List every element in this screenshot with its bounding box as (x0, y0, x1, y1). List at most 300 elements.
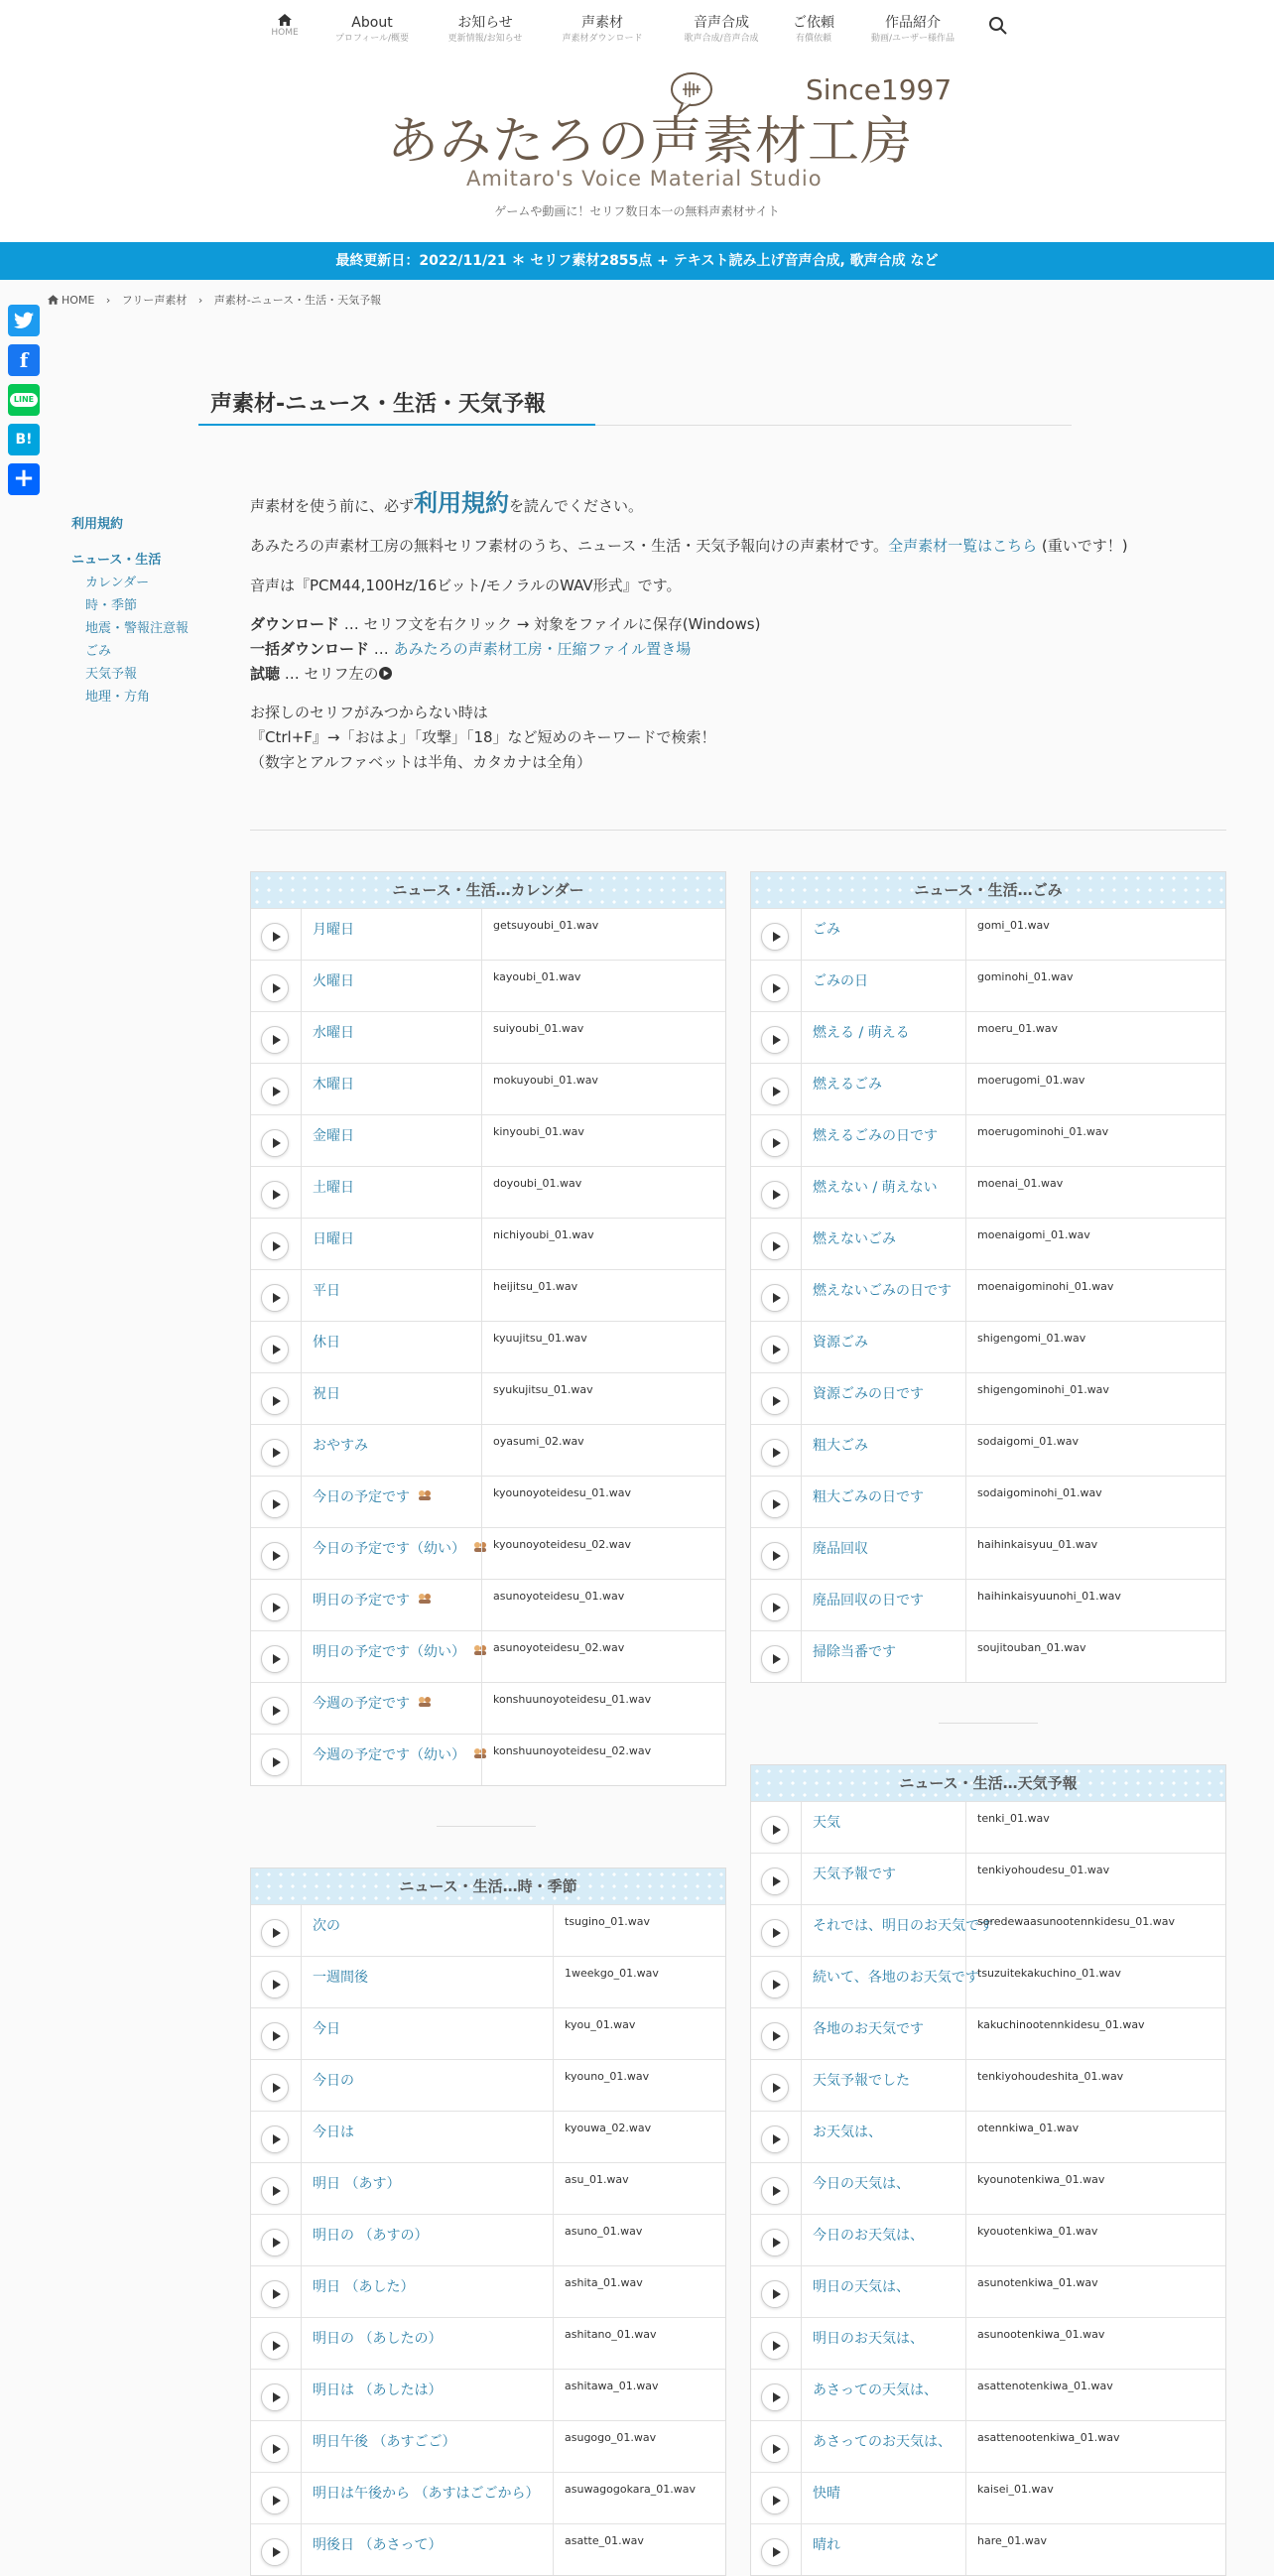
nav-synthesis[interactable] (677, 14, 766, 46)
intro-format: 音声は『PCM44,100Hz/16ビット/モノラルのWAV形式』です。 (250, 577, 682, 594)
play-button[interactable] (261, 1181, 289, 1209)
column-divider (553, 2112, 554, 2162)
play-button[interactable] (261, 974, 289, 1002)
column-divider (301, 1322, 302, 1372)
column-divider (965, 1631, 966, 1682)
line-text-link[interactable]: 明日午後 （あすごご） (313, 2434, 456, 2450)
calendar-table (250, 871, 726, 1786)
table-row (751, 1218, 1225, 1269)
line-text-link[interactable]: 今週の予定です（幼い） (313, 1747, 465, 1763)
breadcrumb (48, 292, 389, 308)
play-button[interactable] (761, 1387, 789, 1415)
file-name: heijitsu_01.wav (493, 1280, 578, 1293)
column-divider (301, 1631, 302, 1682)
table-row (751, 1372, 1225, 1424)
line-text-link[interactable]: 火曜日 (313, 973, 354, 989)
line-text-link[interactable]: 明日のお天気は、 (813, 2331, 924, 2347)
site-tagline: ゲームや動画に！セリフ数日本一の無料声素材サイト (494, 204, 780, 218)
play-button[interactable] (261, 2177, 289, 2205)
column-divider (301, 2215, 302, 2265)
nav-voice[interactable] (558, 14, 647, 46)
file-name: kakuchinootennkidesu_01.wav (977, 2018, 1145, 2031)
play-button[interactable] (761, 2435, 789, 2463)
intro-desc-note: (重いです！) (1037, 537, 1128, 555)
column-divider (301, 2318, 302, 2369)
chevron-right-icon: › (105, 294, 111, 307)
column-divider (301, 1425, 302, 1476)
character-icon (473, 1644, 487, 1656)
file-name: haihinkaisyuunohi_01.wav (977, 1590, 1121, 1603)
sidebar-item-terms[interactable]: 利用規約 (71, 517, 124, 532)
line-text-link[interactable]: 今日の予定です（幼い） (313, 1541, 465, 1557)
facebook-share-button[interactable] (8, 344, 40, 376)
line-text-link[interactable]: 明日の （あすの） (313, 2228, 429, 2244)
column-divider (965, 1012, 966, 1063)
social-share-bar (8, 305, 40, 503)
file-name: sodaigomi_01.wav (977, 1435, 1079, 1448)
logo-title: あみたろの声素材工房 (387, 112, 914, 172)
play-button[interactable] (761, 1129, 789, 1157)
gomi-table (750, 871, 1226, 1683)
play-button[interactable] (261, 1919, 289, 1947)
file-name: sodaigominohi_01.wav (977, 1486, 1102, 1499)
file-name: tenkiyohoudeshita_01.wav (977, 2070, 1124, 2083)
table-row (751, 1956, 1225, 2007)
twitter-icon (14, 312, 34, 329)
file-name: getsuyoubi_01.wav (493, 919, 599, 932)
file-name: kyouno_01.wav (565, 2070, 650, 2083)
addtoany-share-button[interactable] (8, 463, 40, 495)
column-divider (801, 1425, 802, 1476)
line-text-link[interactable]: ごみ (813, 922, 840, 938)
line-text-link[interactable]: 金曜日 (313, 1128, 354, 1144)
line-text-link[interactable]: 資源ごみの日です (813, 1386, 924, 1402)
line-text-link[interactable]: 粗大ごみの日です (813, 1489, 924, 1505)
file-name: asugogo_01.wav (565, 2431, 657, 2444)
column-divider (301, 961, 302, 1011)
line-text-link[interactable]: 平日 (313, 1283, 340, 1299)
column-divider (553, 2421, 554, 2472)
play-button[interactable] (261, 2022, 289, 2050)
terms-link[interactable]: 利用規約 (414, 489, 510, 517)
column-divider (801, 1854, 802, 1904)
table-row (251, 1734, 725, 1785)
line-text-link[interactable]: 木曜日 (313, 1077, 354, 1093)
column-divider (965, 1854, 966, 1904)
nav-news[interactable] (441, 14, 530, 46)
table-row (251, 2369, 725, 2420)
play-button[interactable] (761, 1078, 789, 1105)
line-text-link[interactable]: 明日の予定です (313, 1593, 410, 1609)
play-button[interactable] (761, 1971, 789, 1998)
table-row (751, 1904, 1225, 1956)
nav-synthesis-label: 音声合成 (694, 15, 749, 31)
play-button[interactable] (261, 1284, 289, 1312)
line-text-link[interactable]: 明日は午後から （あすはごごから） (313, 2486, 540, 2502)
line-text-link[interactable]: 明後日 （あさって） (313, 2537, 443, 2553)
line-text-link[interactable]: 今日の予定です (313, 1489, 410, 1505)
table-row (251, 2420, 725, 2472)
line-text-link[interactable]: 燃えない / 萌えない (813, 1180, 938, 1196)
table-row (251, 908, 725, 960)
table-row (251, 2214, 725, 2265)
play-button[interactable] (761, 2280, 789, 2308)
line-text-link[interactable]: 掃除当番です (813, 1644, 896, 1660)
hatena-icon: B! (15, 432, 33, 448)
line-text-link[interactable]: 晴れ (813, 2537, 840, 2553)
file-name: soujitouban_01.wav (977, 1641, 1086, 1654)
play-button[interactable] (261, 923, 289, 951)
column-divider (801, 2163, 802, 2214)
weather-table (750, 1764, 1226, 2576)
file-name: asuwagogokara_01.wav (565, 2483, 697, 2496)
line-text-link[interactable]: 天気予報です (813, 1867, 896, 1882)
line-text-link[interactable]: 明日 （あした） (313, 2279, 415, 2295)
character-icon (473, 1747, 487, 1759)
intro-text-b: を読んでください。 (509, 497, 644, 515)
hatena-share-button[interactable] (8, 424, 40, 455)
column-divider (965, 1477, 966, 1527)
line-text-link[interactable]: 資源ごみ (813, 1335, 868, 1351)
line-text-link[interactable]: 粗大ごみ (813, 1438, 868, 1454)
play-button[interactable] (261, 2487, 289, 2514)
play-button[interactable] (261, 1078, 289, 1105)
play-button[interactable] (261, 2332, 289, 2360)
table-row (751, 1114, 1225, 1166)
column-divider (965, 1580, 966, 1630)
table-row (251, 1476, 725, 1527)
line-text-link[interactable]: 明日の天気は、 (813, 2279, 910, 2295)
intro-text-a: 声素材を使う前に、必ず (250, 497, 415, 515)
table-row (751, 2059, 1225, 2111)
update-banner: 最終更新日：2022/11/21 ＊ セリフ素材2855点 + テキスト読み上げ音声合成, 歌声合成 など (0, 242, 1274, 280)
nav-works[interactable] (863, 14, 962, 46)
table-row (251, 1904, 725, 1956)
table-row (751, 2265, 1225, 2317)
file-name: kyounoyoteidesu_01.wav (493, 1486, 631, 1499)
table-row (251, 1424, 725, 1476)
table-row (251, 1682, 725, 1734)
line-text-link[interactable]: あさってのお天気は、 (813, 2434, 952, 2450)
line-text-link[interactable]: 天気 (813, 1815, 840, 1831)
table-row (751, 2317, 1225, 2369)
play-button[interactable] (761, 2332, 789, 2360)
line-text-link[interactable]: 一週間後 (313, 1970, 368, 1986)
column-divider (553, 2060, 554, 2111)
play-button[interactable] (761, 1645, 789, 1673)
line-text-link[interactable]: 廃品回収 (813, 1541, 868, 1557)
line-text-link[interactable]: 明日は （あしたは） (313, 2383, 443, 2398)
line-text-link[interactable]: あさっての天気は、 (813, 2383, 938, 2398)
line-text-link[interactable]: 燃えないごみの日です (813, 1283, 952, 1299)
table-row (751, 2007, 1225, 2059)
table-row (751, 1579, 1225, 1630)
play-button[interactable] (761, 1594, 789, 1621)
play-button[interactable] (761, 1181, 789, 1209)
file-name: ashitawa_01.wav (565, 2380, 659, 2392)
line-text-link[interactable]: 各地のお天気です (813, 2021, 924, 2037)
column-divider (965, 2473, 966, 2523)
sidebar-item-geography[interactable]: 地理・方角 (85, 690, 151, 705)
play-button[interactable] (261, 2280, 289, 2308)
sidebar-item-season[interactable]: 時・季節 (85, 598, 138, 613)
line-text-link[interactable]: 祝日 (313, 1386, 340, 1402)
column-divider (553, 2163, 554, 2214)
nav-news-label: お知らせ (457, 15, 513, 31)
table-row (751, 1801, 1225, 1853)
play-button[interactable] (761, 2229, 789, 2256)
line-text-link[interactable]: 今日の (313, 2073, 354, 2089)
line-text-link[interactable]: おやすみ (313, 1438, 368, 1454)
play-button[interactable] (261, 1439, 289, 1467)
play-button[interactable] (261, 2383, 289, 2411)
table-row (251, 1321, 725, 1372)
play-button[interactable] (761, 1026, 789, 1054)
table-row (751, 1011, 1225, 1063)
play-button[interactable] (761, 2177, 789, 2205)
play-button[interactable] (761, 2074, 789, 2102)
column-divider (801, 1802, 802, 1853)
column-divider (481, 1064, 482, 1114)
title-underline-accent (198, 424, 595, 426)
column-divider (553, 2215, 554, 2265)
table-row (251, 2059, 725, 2111)
home-icon (278, 14, 292, 26)
site-logo[interactable] (387, 69, 953, 208)
play-button[interactable] (261, 2538, 289, 2566)
line-text-link[interactable]: 今日の天気は、 (813, 2176, 910, 2192)
table-header: ニュース・生活…ごみ (751, 872, 1225, 908)
nav-request[interactable] (784, 14, 843, 46)
play-button[interactable] (261, 1026, 289, 1054)
intro-description (250, 533, 1222, 559)
column-divider (965, 1373, 966, 1424)
table-row (251, 1218, 725, 1269)
column-divider (481, 961, 482, 1011)
nav-request-sub: 有償依頼 (795, 34, 831, 44)
table-row (751, 1166, 1225, 1218)
line-text-link[interactable]: お天気は、 (813, 2125, 882, 2140)
column-divider (301, 2112, 302, 2162)
column-divider (301, 2008, 302, 2059)
play-button[interactable] (761, 2125, 789, 2153)
column-divider (553, 2008, 554, 2059)
line-text-link[interactable]: 燃えないごみ (813, 1231, 896, 1247)
line-text-link[interactable]: 燃えるごみの日です (813, 1128, 938, 1144)
line-text-link[interactable]: 今日は (313, 2125, 354, 2140)
file-name: tsuzuitekakuchino_01.wav (977, 1967, 1121, 1980)
bulk-download-label: 一括ダウンロード (250, 640, 370, 658)
play-button[interactable] (261, 2125, 289, 2153)
play-button[interactable] (261, 1129, 289, 1157)
play-button[interactable] (761, 1232, 789, 1260)
column-divider (481, 1580, 482, 1630)
file-name: gomi_01.wav (977, 919, 1050, 932)
line-text-link[interactable]: 月曜日 (313, 922, 354, 938)
line-text-link[interactable]: 燃えるごみ (813, 1077, 882, 1093)
file-name: kaisei_01.wav (977, 2483, 1054, 2496)
column-divider (301, 1012, 302, 1063)
line-text-link[interactable]: それでは、明日のお天気です (813, 1918, 993, 1934)
table-row (751, 1424, 1225, 1476)
play-button[interactable] (261, 2074, 289, 2102)
play-button[interactable] (261, 1387, 289, 1415)
play-button[interactable] (761, 974, 789, 1002)
file-name: doyoubi_01.wav (493, 1177, 582, 1190)
play-button[interactable] (761, 2022, 789, 2050)
play-button[interactable] (761, 2538, 789, 2566)
file-name: moenaigomi_01.wav (977, 1228, 1090, 1241)
twitter-share-button[interactable] (8, 305, 40, 336)
play-button[interactable] (261, 1490, 289, 1518)
file-name: soredewaasunootennkidesu_01.wav (977, 1915, 1176, 1928)
line-text-link[interactable]: 明日の予定です（幼い） (313, 1644, 465, 1660)
sidebar-item-weather[interactable]: 天気予報 (85, 667, 138, 682)
line-text-link[interactable]: 休日 (313, 1335, 340, 1351)
play-button[interactable] (261, 1748, 289, 1776)
table-row (751, 1630, 1225, 1682)
column-divider (965, 2266, 966, 2317)
column-divider (801, 2524, 802, 2575)
play-button[interactable] (261, 1542, 289, 1570)
table-row (751, 908, 1225, 960)
nav-about[interactable] (327, 14, 417, 46)
line-share-button[interactable] (8, 384, 40, 416)
global-nav (0, 14, 1274, 50)
breadcrumb-home[interactable]: HOME (62, 294, 95, 307)
line-text-link[interactable]: 明日 （あす） (313, 2176, 401, 2192)
breadcrumb-current: 声素材-ニュース・生活・天気予報 (213, 294, 382, 307)
play-circle-icon (379, 667, 392, 680)
all-materials-link[interactable]: 全声素材一覧はこちら (888, 537, 1038, 555)
column-divider (481, 1373, 482, 1424)
sidebar-item-gomi[interactable]: ごみ (85, 644, 112, 659)
table-row (251, 1269, 725, 1321)
file-name: kyuujitsu_01.wav (493, 1332, 587, 1345)
file-name: asunotenkiwa_01.wav (977, 2276, 1098, 2289)
column-divider (801, 909, 802, 960)
character-icon (418, 1489, 432, 1501)
line-text-link[interactable]: 廃品回収の日です (813, 1593, 924, 1609)
table-row (251, 1011, 725, 1063)
line-text-link[interactable]: 水曜日 (313, 1025, 354, 1041)
play-button[interactable] (761, 1336, 789, 1363)
play-button[interactable] (261, 2229, 289, 2256)
file-name: asatte_01.wav (565, 2534, 644, 2547)
plus-icon: + (13, 463, 35, 493)
play-button[interactable] (761, 1919, 789, 1947)
nav-about-label: About (351, 15, 393, 31)
column-divider (301, 1580, 302, 1630)
column-divider (481, 1477, 482, 1527)
table-row (251, 1372, 725, 1424)
intro-desc-text: あみたろの声素材工房の無料セリフ素材のうち、ニュース・生活・天気予報向けの声素材です。 (250, 537, 889, 555)
search-tip-1: お探しのセリフがみつからない時は (250, 704, 488, 721)
table-row (251, 960, 725, 1011)
play-button[interactable] (761, 1439, 789, 1467)
column-divider (481, 1631, 482, 1682)
file-name: tsugino_01.wav (565, 1915, 650, 1928)
line-text-link[interactable]: 土曜日 (313, 1180, 354, 1196)
play-button[interactable] (261, 1971, 289, 1998)
line-text-link[interactable]: 続いて、各地のお天気です (813, 1970, 979, 1986)
table-row (751, 2420, 1225, 2472)
file-name: kyouotenkiwa_01.wav (977, 2225, 1098, 2238)
play-button[interactable] (761, 2383, 789, 2411)
column-divider (965, 2421, 966, 2472)
line-text-link[interactable]: ごみの日 (813, 973, 868, 989)
play-button[interactable] (761, 1284, 789, 1312)
table-row (751, 1321, 1225, 1372)
bulk-download-link[interactable]: あみたろの声素材工房・圧縮ファイル置き場 (393, 640, 692, 658)
line-text-link[interactable]: 燃える / 萌える (813, 1025, 910, 1041)
chevron-right-icon: › (197, 294, 203, 307)
sidebar-item-calendar[interactable]: カレンダー (85, 576, 150, 590)
line-text-link[interactable]: 今日 (313, 2021, 340, 2037)
play-button[interactable] (261, 1232, 289, 1260)
play-button[interactable] (761, 1542, 789, 1570)
play-button[interactable] (261, 1336, 289, 1363)
column-divider (965, 961, 966, 1011)
search-tip-3: （数字とアルファベットは半角、カタカナは全角） (250, 753, 592, 771)
table-row (751, 1476, 1225, 1527)
table-header: ニュース・生活…カレンダー (251, 872, 725, 908)
column-divider (801, 2318, 802, 2369)
column-divider (965, 2060, 966, 2111)
line-text-link[interactable]: 明日の （あしたの） (313, 2331, 443, 2347)
sidebar-item-news[interactable]: ニュース・生活 (71, 553, 162, 568)
play-button[interactable] (261, 1645, 289, 1673)
play-button[interactable] (761, 923, 789, 951)
file-name: 1weekgo_01.wav (565, 1967, 659, 1980)
line-text-link[interactable]: 今週の予定です (313, 1696, 410, 1712)
line-text-link[interactable]: 次の (313, 1918, 340, 1934)
table-row (251, 2472, 725, 2523)
play-button[interactable] (761, 1868, 789, 1895)
column-divider (965, 1167, 966, 1218)
line-text-link[interactable]: 天気予報でした (813, 2073, 910, 2089)
play-button[interactable] (261, 1697, 289, 1725)
column-divider (965, 2008, 966, 2059)
play-button[interactable] (761, 1490, 789, 1518)
breadcrumb-category[interactable]: フリー声素材 (121, 294, 188, 307)
column-divider (965, 1425, 966, 1476)
column-divider (801, 1477, 802, 1527)
column-divider (301, 1477, 302, 1527)
nav-home[interactable] (268, 14, 302, 40)
play-button[interactable] (761, 2487, 789, 2514)
search-icon[interactable] (988, 16, 1008, 36)
line-text-link[interactable]: 快晴 (813, 2486, 840, 2502)
file-name: asu_01.wav (565, 2173, 629, 2186)
line-text-link[interactable]: 日曜日 (313, 1231, 354, 1247)
sidebar-item-earthquake[interactable]: 地震・警報注意報 (85, 621, 190, 636)
table-row (251, 1579, 725, 1630)
play-button[interactable] (261, 2435, 289, 2463)
file-name: kyouwa_02.wav (565, 2122, 652, 2134)
column-divider (481, 1528, 482, 1579)
column-divider (801, 1957, 802, 2007)
play-button[interactable] (761, 1816, 789, 1844)
line-text-link[interactable]: 今日のお天気は、 (813, 2228, 924, 2244)
column-divider (801, 2421, 802, 2472)
column-divider (801, 1631, 802, 1682)
logo-since: Since1997 (806, 73, 953, 106)
column-divider (801, 2112, 802, 2162)
file-name: moeru_01.wav (977, 1022, 1058, 1035)
page-title: 声素材-ニュース・生活・天気予報 (210, 392, 547, 417)
play-button[interactable] (261, 1594, 289, 1621)
